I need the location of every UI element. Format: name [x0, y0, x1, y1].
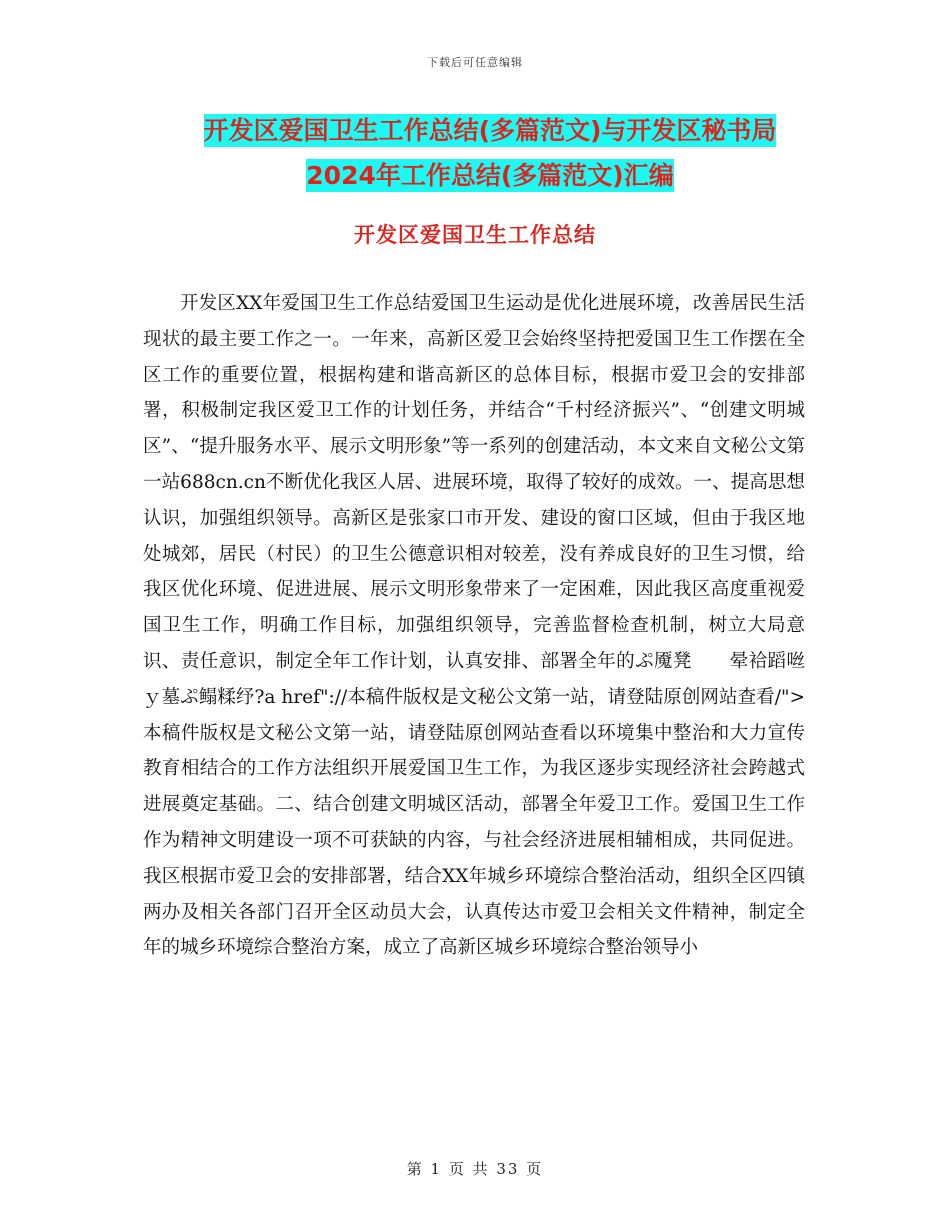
header-note: 下载后可任意编辑 — [427, 56, 523, 69]
title-line-1: 开发区爱国卫生工作总结(多篇范文)与开发区秘书局 — [203, 116, 777, 145]
document-title — [140, 108, 840, 198]
body-paragraph: 开发区XX年爱国卫生工作总结爱国卫生运动是优化进展环境，改善居民生活现状的最主要工作之一。一年来，高新区爱卫会始终坚持把爱国卫生工作摆在全区工作的重要位置，根据构建和谐高新区的总体目标，根据市爱卫会的安排部署，积极制定我区爱卫工作的计划任务，并结合“千村经济振兴”、“创建文明城区”、“提升服务水平、展示文明形象”等一系列的创建活动，本文来自文秘公文第一站688cn.cn不断优化我区人居、进展环境，取得了较好的成效。一、提高思想认识，加强组织领导。高新区是张家口市开发、建设的窗口区域，但由于我区地处城郊，居民（村民）的卫生公德意识相对较差，没有养成良好的卫生习惯，给我区优化环境、促进进展、展示文明形象带来了一定困难，因此我区高度重视爱国卫生工作，明确工作目标，加强组织领导，完善监督检查机制，树立大局意识、责任意识，制定全年工作计划，认真安排、部署全年的ぷ魇凳 晕袷蹈咝ｙ墓ぷ鳎糅纾?a href"://本稿件版权是文秘公文第一站，请登陆原创网站查看/">本稿件版权是文秘公文第一站，请登陆原创网站查看以环境集中整治和大力宣传教育相结合的工作方法组织开展爱国卫生工作，为我区逐步实现经济社会跨越式进展奠定基础。二、结合创建文明城区活动，部署全年爱卫工作。爱国卫生工作作为精神文明建设一项不可获缺的内容，与社会经济进展相辅相成，共同促进。我区根据市爱卫会的安排部署，结合XX年城乡环境综合整治活动，组织全区四镇两办及相关各部门召开全区动员大会，认真传达市爱卫会相关文件精神，制定全年的城乡环境综合整治方案，成立了高新区城乡环境综合整治领导小 — [143, 293, 805, 959]
section-title: 开发区爱国卫生工作总结 — [354, 223, 596, 247]
page-footer: 第 1 页 共 33 页 — [406, 1160, 544, 1178]
title-line-2: 2024年工作总结(多篇范文)汇编 — [306, 161, 674, 190]
